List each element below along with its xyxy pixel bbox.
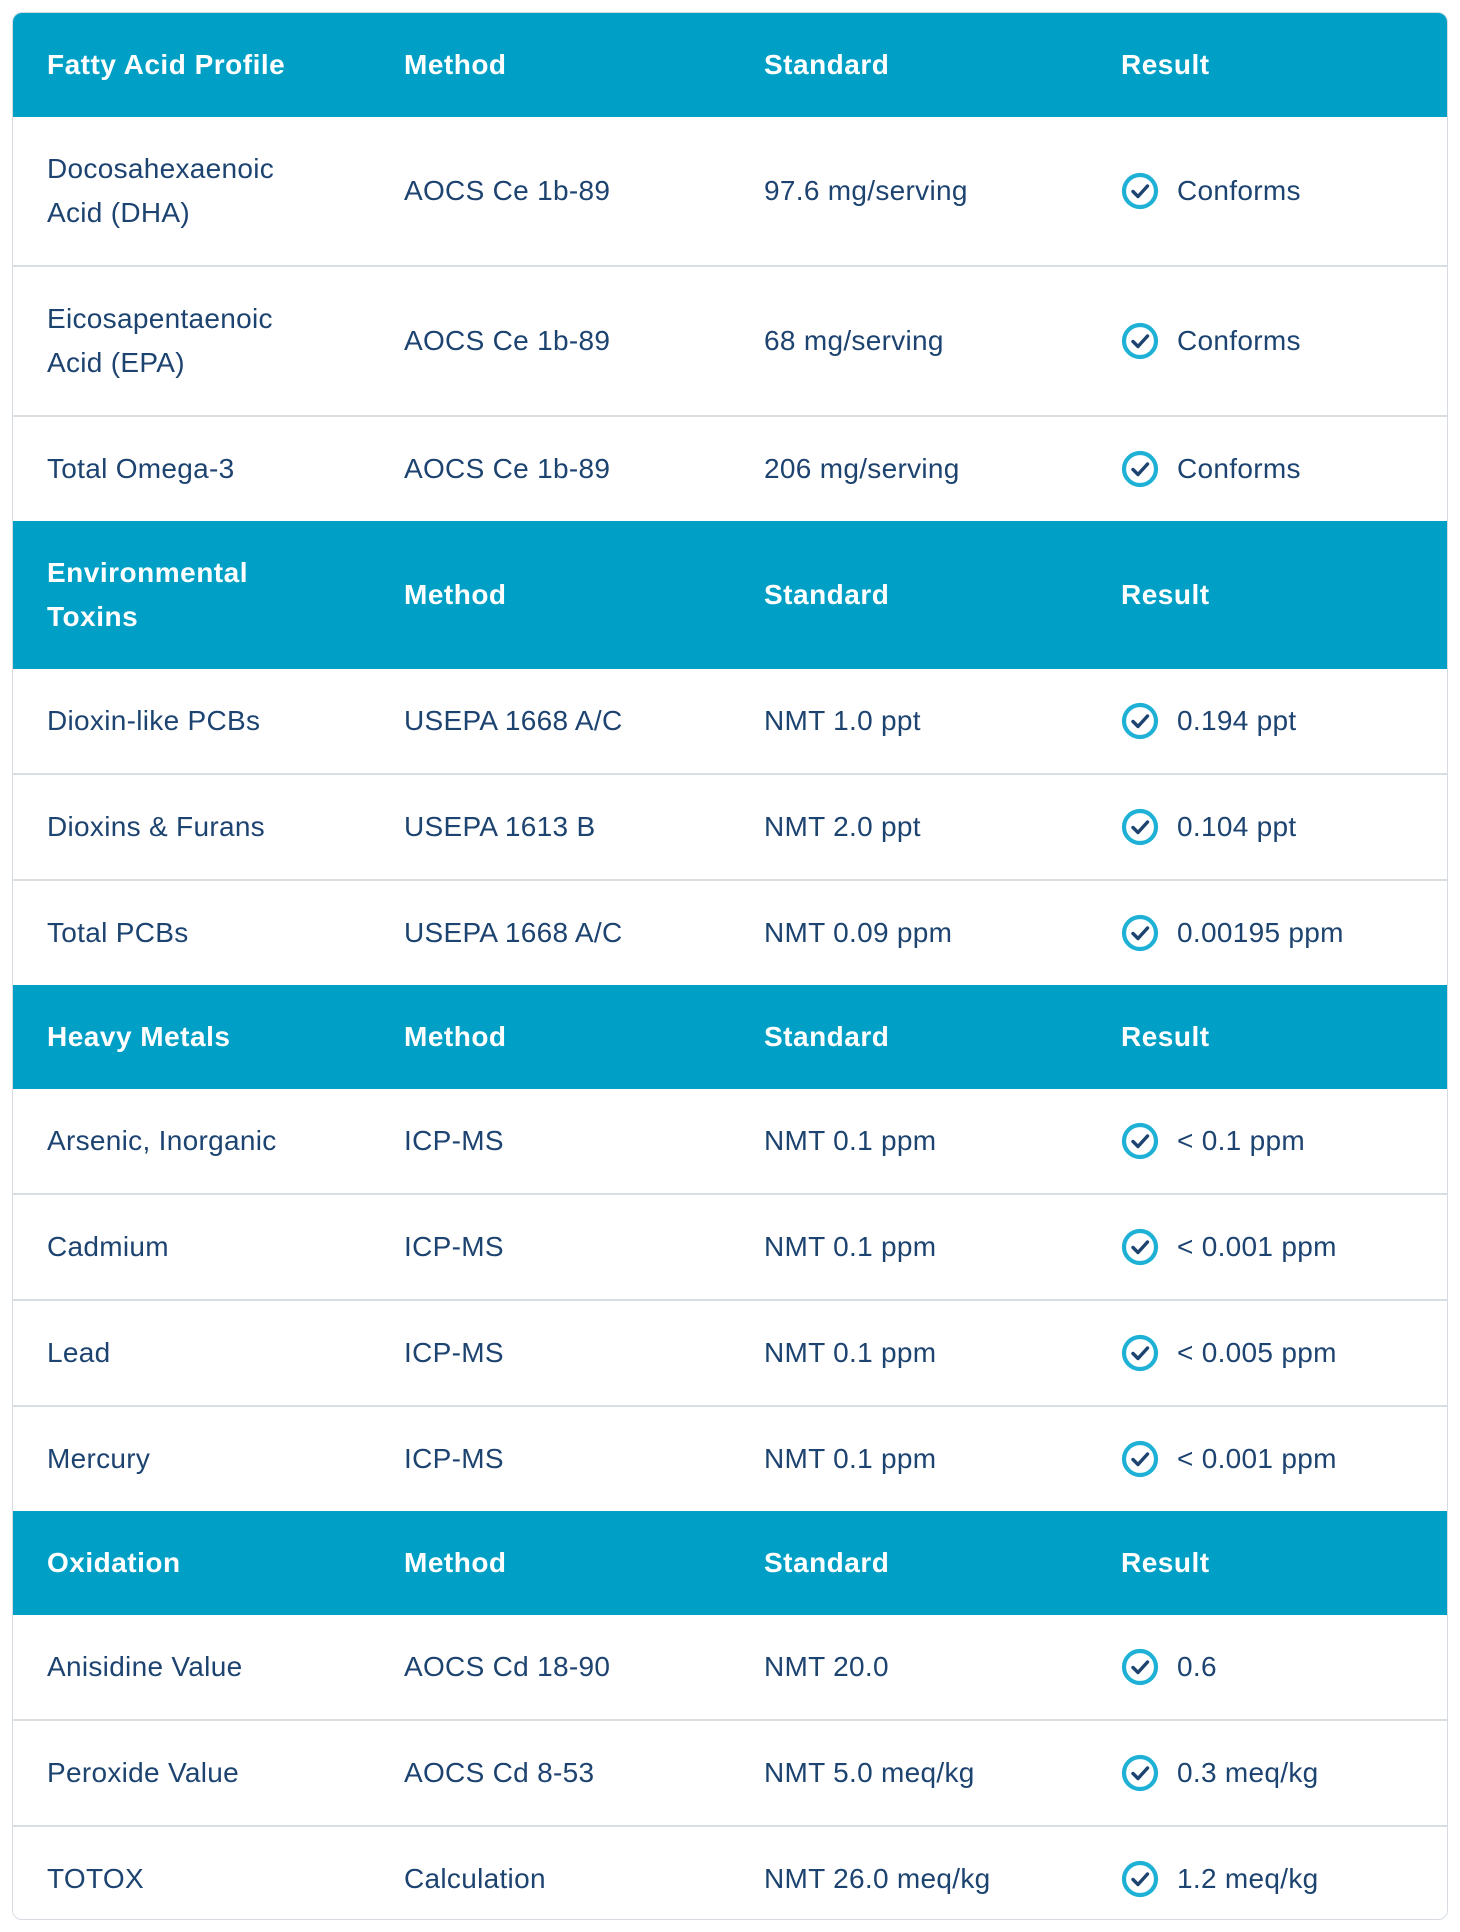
result-cell: [1087, 417, 1447, 521]
parameter-cell: Total Omega-3: [47, 453, 235, 484]
table-row-peroxide-value: [13, 1719, 1447, 1825]
method-cell: AOCS Ce 1b-89: [404, 325, 611, 356]
parameter-cell: Peroxide Value: [47, 1757, 240, 1788]
method-cell: ICP-MS: [404, 1337, 504, 1368]
parameter-cell: Cadmium: [47, 1231, 169, 1262]
table-row-totox: [13, 1825, 1447, 1920]
section-title: Oxidation: [47, 1547, 181, 1578]
column-header-standard: Standard: [764, 1021, 890, 1052]
check-circle-icon: [1121, 1228, 1159, 1266]
standard-cell: 97.6 mg/serving: [764, 175, 968, 206]
parameter-cell: Arsenic, Inorganic: [47, 1125, 277, 1156]
parameter-cell: Lead: [47, 1337, 111, 1368]
section-header-environmental-toxins: [13, 521, 1447, 669]
standard-cell: NMT 0.1 ppm: [764, 1443, 937, 1474]
result-cell: [1087, 1301, 1447, 1405]
result-value: 0.104 ppt: [1177, 811, 1297, 842]
standard-cell: NMT 0.1 ppm: [764, 1125, 937, 1156]
table-row-total-omega-3: [13, 415, 1447, 521]
result-cell: [1087, 139, 1447, 243]
column-header-method: Method: [404, 1547, 507, 1578]
check-circle-icon: [1121, 1860, 1159, 1898]
check-circle-icon: [1121, 450, 1159, 488]
method-cell: AOCS Ce 1b-89: [404, 175, 611, 206]
column-header-result: Result: [1121, 579, 1210, 610]
parameter-cell: Docosahexaenoic Acid (DHA): [47, 153, 275, 228]
table-row-dioxins-furans: [13, 773, 1447, 879]
table-row-epa: [13, 265, 1447, 415]
section-title: Fatty Acid Profile: [47, 49, 286, 80]
table-row-dha: [13, 117, 1447, 265]
check-circle-icon: [1121, 808, 1159, 846]
certificate-of-analysis-table: [12, 12, 1448, 1920]
standard-cell: NMT 1.0 ppt: [764, 705, 921, 736]
method-cell: USEPA 1668 A/C: [404, 917, 623, 948]
check-circle-icon: [1121, 702, 1159, 740]
standard-cell: NMT 2.0 ppt: [764, 811, 921, 842]
table-row-arsenic: [13, 1089, 1447, 1193]
check-circle-icon: [1121, 322, 1159, 360]
result-value: 1.2 meq/kg: [1177, 1863, 1319, 1894]
method-cell: AOCS Cd 18-90: [404, 1651, 611, 1682]
standard-cell: NMT 0.1 ppm: [764, 1337, 937, 1368]
standard-cell: NMT 20.0: [764, 1651, 889, 1682]
result-value: 0.3 meq/kg: [1177, 1757, 1319, 1788]
result-value: < 0.001 ppm: [1177, 1443, 1337, 1474]
method-cell: ICP-MS: [404, 1443, 504, 1474]
check-circle-icon: [1121, 1754, 1159, 1792]
result-value: 0.194 ppt: [1177, 705, 1297, 736]
method-cell: AOCS Ce 1b-89: [404, 453, 611, 484]
parameter-cell: Dioxin-like PCBs: [47, 705, 261, 736]
table-row-lead: [13, 1299, 1447, 1405]
check-circle-icon: [1121, 914, 1159, 952]
check-circle-icon: [1121, 1648, 1159, 1686]
method-cell: Calculation: [404, 1863, 546, 1894]
parameter-cell: TOTOX: [47, 1863, 144, 1894]
table-row-cadmium: [13, 1193, 1447, 1299]
parameter-cell: Anisidine Value: [47, 1651, 243, 1682]
result-value: < 0.001 ppm: [1177, 1231, 1337, 1262]
column-header-standard: Standard: [764, 579, 890, 610]
column-header-method: Method: [404, 49, 507, 80]
result-value: < 0.005 ppm: [1177, 1337, 1337, 1368]
method-cell: AOCS Cd 8-53: [404, 1757, 595, 1788]
column-header-method: Method: [404, 579, 507, 610]
result-cell: [1087, 289, 1447, 393]
result-cell: [1087, 1195, 1447, 1299]
table-row-anisidine-value: [13, 1615, 1447, 1719]
result-cell: [1087, 1407, 1447, 1511]
parameter-cell: Eicosapentaenoic Acid (EPA): [47, 303, 273, 378]
column-header-result: Result: [1121, 49, 1210, 80]
result-value: Conforms: [1177, 453, 1301, 484]
result-value: 0.6: [1177, 1651, 1217, 1682]
section-header-oxidation: [13, 1511, 1447, 1615]
method-cell: USEPA 1668 A/C: [404, 705, 623, 736]
table-row-total-pcbs: [13, 879, 1447, 985]
standard-cell: NMT 0.09 ppm: [764, 917, 953, 948]
result-cell: [1087, 669, 1447, 773]
method-cell: ICP-MS: [404, 1125, 504, 1156]
section-title: Environmental Toxins: [47, 557, 248, 632]
parameter-cell: Dioxins & Furans: [47, 811, 265, 842]
result-cell: [1087, 881, 1447, 985]
column-header-method: Method: [404, 1021, 507, 1052]
standard-cell: NMT 5.0 meq/kg: [764, 1757, 975, 1788]
column-header-result: Result: [1121, 1547, 1210, 1578]
section-title: Heavy Metals: [47, 1021, 231, 1052]
result-cell: [1087, 1615, 1447, 1719]
check-circle-icon: [1121, 1122, 1159, 1160]
standard-cell: 206 mg/serving: [764, 453, 960, 484]
column-header-standard: Standard: [764, 1547, 890, 1578]
table-row-mercury: [13, 1405, 1447, 1511]
result-value: 0.00195 ppm: [1177, 917, 1344, 948]
method-cell: ICP-MS: [404, 1231, 504, 1262]
result-value: < 0.1 ppm: [1177, 1125, 1306, 1156]
parameter-cell: Mercury: [47, 1443, 151, 1474]
section-header-fatty-acid-profile: [13, 13, 1447, 117]
table-row-dioxin-like-pcbs: [13, 669, 1447, 773]
method-cell: USEPA 1613 B: [404, 811, 596, 842]
check-circle-icon: [1121, 172, 1159, 210]
result-cell: [1087, 775, 1447, 879]
result-cell: [1087, 1089, 1447, 1193]
column-header-standard: Standard: [764, 49, 890, 80]
standard-cell: NMT 26.0 meq/kg: [764, 1863, 991, 1894]
result-value: Conforms: [1177, 325, 1301, 356]
result-cell: [1087, 1827, 1447, 1920]
result-cell: [1087, 1721, 1447, 1825]
column-header-result: Result: [1121, 1021, 1210, 1052]
check-circle-icon: [1121, 1334, 1159, 1372]
section-header-heavy-metals: [13, 985, 1447, 1089]
check-circle-icon: [1121, 1440, 1159, 1478]
standard-cell: NMT 0.1 ppm: [764, 1231, 937, 1262]
parameter-cell: Total PCBs: [47, 917, 189, 948]
result-value: Conforms: [1177, 175, 1301, 206]
standard-cell: 68 mg/serving: [764, 325, 944, 356]
